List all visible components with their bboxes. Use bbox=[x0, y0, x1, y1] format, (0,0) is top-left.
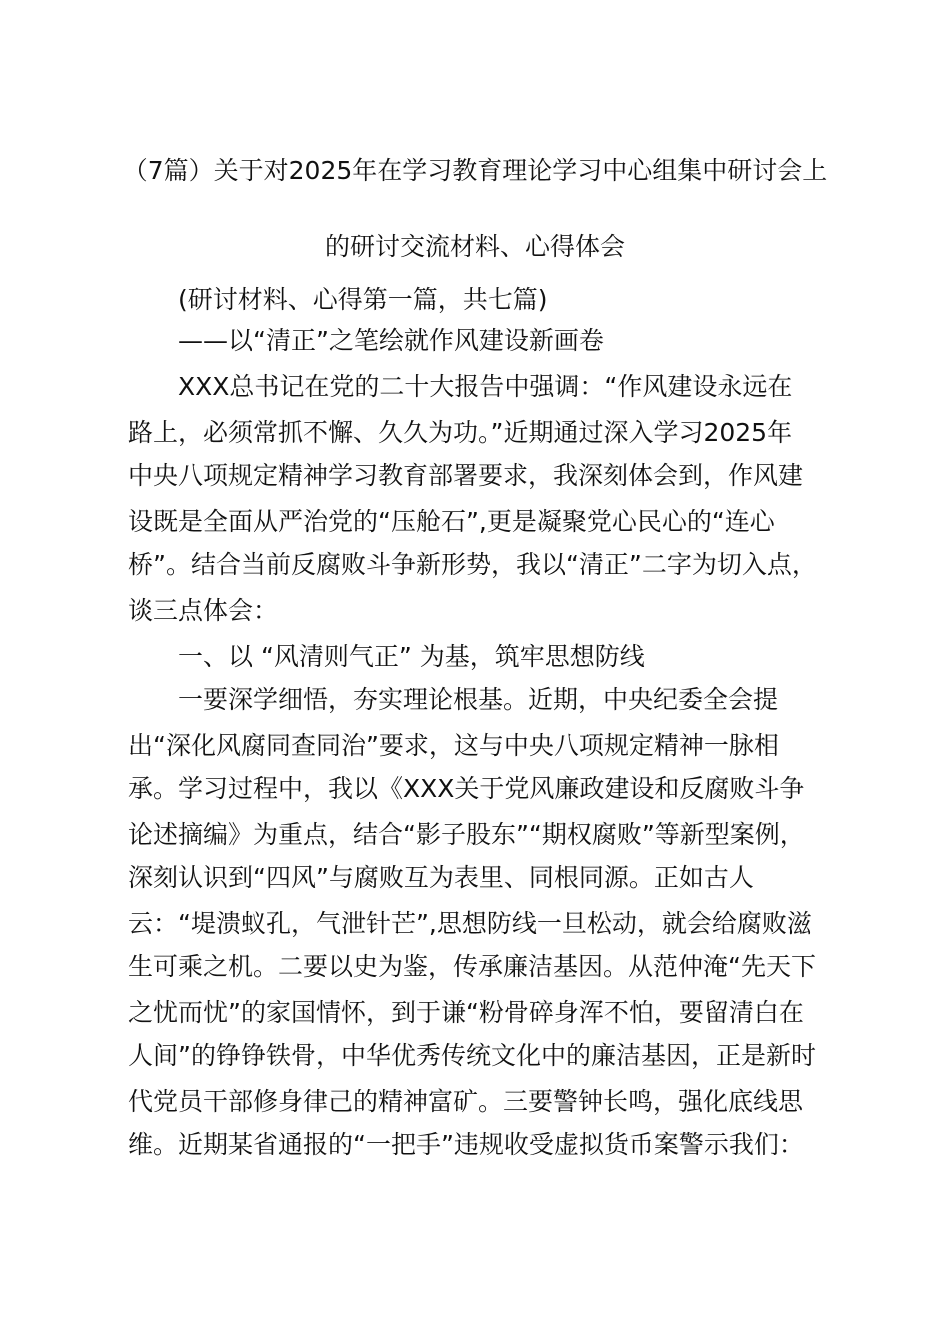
paragraph-line: 论述摘编》为重点，结合“影子股东”“期权腐败”等新型案例， bbox=[128, 820, 805, 849]
paragraph-line: 路上，必须常抓不懈、久久为功。”近期通过深入学习2025年 bbox=[128, 418, 793, 447]
paragraph-line: 一要深学细悟，夯实理论根基。近期，中央纪委全会提 bbox=[178, 685, 779, 714]
document-title-line-1: （7篇）关于对2025年在学习教育理论学习中心组集中研讨会上 bbox=[122, 156, 828, 185]
document-title-line-2: 的研讨交流材料、心得体会 bbox=[324, 232, 625, 261]
document-theme: ——以“清正”之笔绘就作风建设新画卷 bbox=[178, 326, 604, 355]
paragraph-line: 中央八项规定精神学习教育部署要求，我深刻体会到，作风建 bbox=[128, 461, 804, 490]
paragraph-line: 桥”。结合当前反腐败斗争新形势，我以“清正”二字为切入点， bbox=[128, 550, 817, 579]
paragraph-line: 代党员干部修身律己的精神富矿。三要警钟长鸣，强化底线思 bbox=[128, 1087, 804, 1116]
paragraph-line: 谈三点体会： bbox=[128, 596, 279, 625]
section-heading: 一、以 “风清则气正” 为基，筑牢思想防线 bbox=[178, 642, 645, 671]
paragraph-line: XXX总书记在党的二十大报告中强调：“作风建设永远在 bbox=[178, 372, 793, 401]
paragraph-line: 之忧而忧”的家国情怀，到于谦“粉骨碎身浑不怕，要留清白在 bbox=[128, 998, 804, 1027]
document-subtitle: (研讨材料、心得第一篇，共七篇) bbox=[178, 285, 548, 314]
paragraph-line: 设既是全面从严治党的“压舱石”,更是凝聚党心民心的“连心 bbox=[128, 507, 775, 536]
paragraph-line: 维。近期某省通报的“一把手”违规收受虚拟货币案警示我们： bbox=[128, 1130, 804, 1159]
paragraph-line: 生可乘之机。二要以史为鉴，传承廉洁基因。从范仲淹“先天下 bbox=[128, 952, 816, 981]
paragraph-line: 云：“堤溃蚁孔，气泄针芒”,思想防线一旦松动，就会给腐败滋 bbox=[128, 909, 812, 938]
paragraph-line: 承。学习过程中，我以《XXX关于党风廉政建设和反腐败斗争 bbox=[128, 774, 805, 803]
paragraph-line: 深刻认识到“四风”与腐败互为表里、同根同源。正如古人 bbox=[128, 863, 754, 892]
paragraph-line: 出“深化风腐同查同治”要求，这与中央八项规定精神一脉相 bbox=[128, 731, 779, 760]
paragraph-line: 人间”的铮铮铁骨，中华优秀传统文化中的廉洁基因，正是新时 bbox=[128, 1041, 816, 1070]
